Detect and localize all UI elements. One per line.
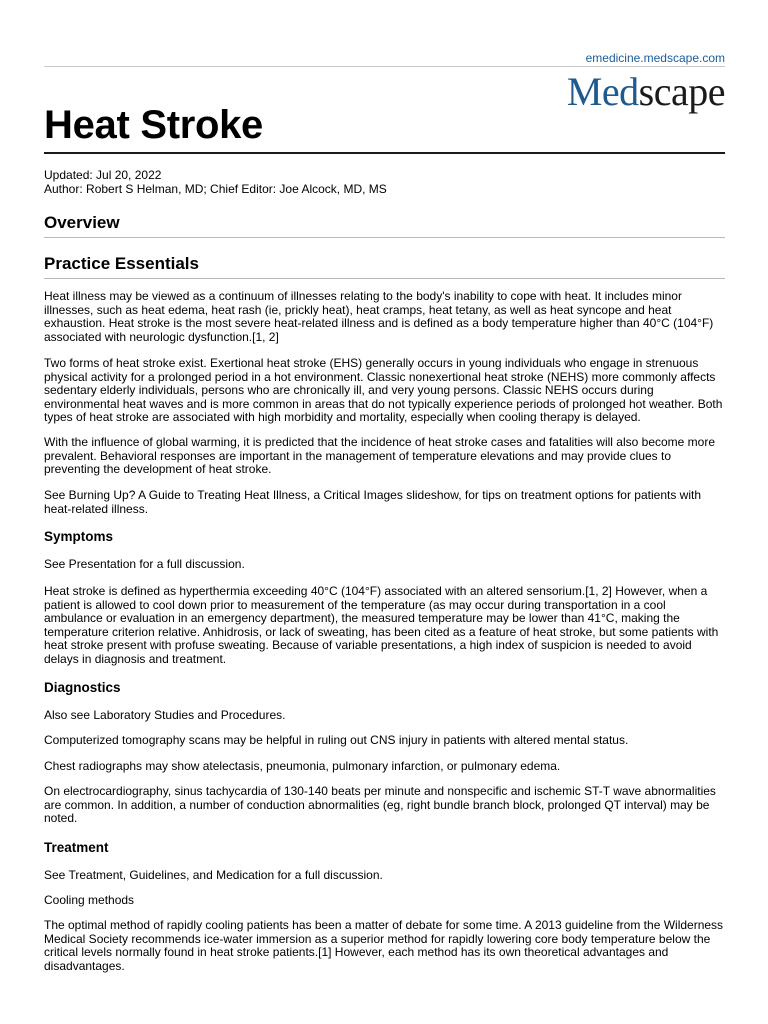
section-heading-overview: Overview xyxy=(44,212,725,238)
paragraph-ct-scans: Computerized tomography scans may be helpful in ruling out CNS injury in patients with altered mental status. xyxy=(44,733,629,747)
paragraph-lab-studies-link: Also see Laboratory Studies and Procedures. xyxy=(44,708,286,722)
paragraph-cooling-methods-label: Cooling methods xyxy=(44,893,135,907)
subheading-symptoms: Symptoms xyxy=(44,529,114,544)
paragraph-heat-stroke-definition: Heat stroke is defined as hyperthermia exceeding 40°C (104°F) associated with an altered sensorium.[1, 2] However, when a patient is allowed to cool down prior to measurement of the temperature (as may occur during transportation in a cool ambulance or evaluation in an emergency department), the measured temperature may be lower than 41°C, making the temperature criterion relative. Anhidrosis, or lack of sweating, has been cited as a feature of heat stroke, but some patients with heat stroke present with profuse sweating. Because of variable presentations, a high index of suspicion is needed to avoid delays in diagnosis and treatment. xyxy=(44,584,719,666)
paragraph-treatment-link: See Treatment, Guidelines, and Medication for a full discussion. xyxy=(44,868,383,882)
updated-date: Updated: Jul 20, 2022 xyxy=(44,168,162,182)
paragraph-heat-illness: Heat illness may be viewed as a continuum of illnesses relating to the body's inability to cope with heat. It includes minor illnesses, such as heat edema, heat rash (ie, prickly heat), heat cramps, heat tetany, as well as heat syncope and heat exhaustion. Heat stroke is the most severe heat-related illness and is defined as a body temperature higher than 40°C (104°F) associated with neurologic dysfunction.[1, 2] xyxy=(44,289,714,344)
article-meta xyxy=(44,168,387,196)
subheading-treatment: Treatment xyxy=(44,840,109,855)
section-heading-practice-essentials: Practice Essentials xyxy=(44,253,725,279)
logo-scape: scape xyxy=(638,69,725,114)
header-divider xyxy=(44,66,725,67)
paragraph-chest-radiographs: Chest radiographs may show atelectasis, pneumonia, pulmonary infarction, or pulmonary edema. xyxy=(44,759,561,773)
paragraph-slideshow-link: See Burning Up? A Guide to Treating Heat Illness, a Critical Images slideshow, for tips on treatment options for patients with heat-related illness. xyxy=(44,488,702,516)
page-title: Heat Stroke xyxy=(44,103,264,147)
paragraph-electrocardiography: On electrocardiography, sinus tachycardia of 130-140 beats per minute and nonspecific and ischemic ST-T wave abnormalities are common. In addition, a number of conduction abnormalities (eg, right bundle branch block, prolonged QT interval) may be noted. xyxy=(44,784,716,826)
author-line: Author: Robert S Helman, MD; Chief Editor: Joe Alcock, MD, MS xyxy=(44,182,387,196)
logo-med: Med xyxy=(566,69,639,114)
paragraph-heat-stroke-forms: Two forms of heat stroke exist. Exertional heat stroke (EHS) generally occurs in young individuals who engage in strenuous physical activity for a prolonged period in a hot environment. Classic nonexertional heat stroke (NEHS) more commonly affects sedentary elderly individuals, persons who are chronically ill, and very young persons. Classic NEHS occurs during environmental heat waves and is more common in areas that do not typically experience periods of prolonged hot weather. Both types of heat stroke are associated with high morbidity and mortality, especially when cooling therapy is delayed. xyxy=(44,356,723,425)
subheading-diagnostics: Diagnostics xyxy=(44,680,121,695)
title-divider xyxy=(44,152,725,154)
paragraph-cooling-debate: The optimal method of rapidly cooling patients has been a matter of debate for some time. A 2013 guideline from the Wilderness Medical Society recommends ice-water immersion as a superior method for rapidly lowering core body temperature below the critical levels normally found in heat stroke patients.[1] However, each method has its own theoretical advantages and disadvantages. xyxy=(44,918,724,973)
site-url[interactable]: emedicine.medscape.com xyxy=(585,51,725,65)
paragraph-global-warming: With the influence of global warming, it is predicted that the incidence of heat stroke cases and fatalities will also become more prevalent. Behavioral responses are important in the management of temperature elevations and may provide clues to preventing the development of heat stroke. xyxy=(44,435,716,477)
medscape-logo[interactable] xyxy=(567,68,725,116)
paragraph-presentation-link: See Presentation for a full discussion. xyxy=(44,557,245,571)
